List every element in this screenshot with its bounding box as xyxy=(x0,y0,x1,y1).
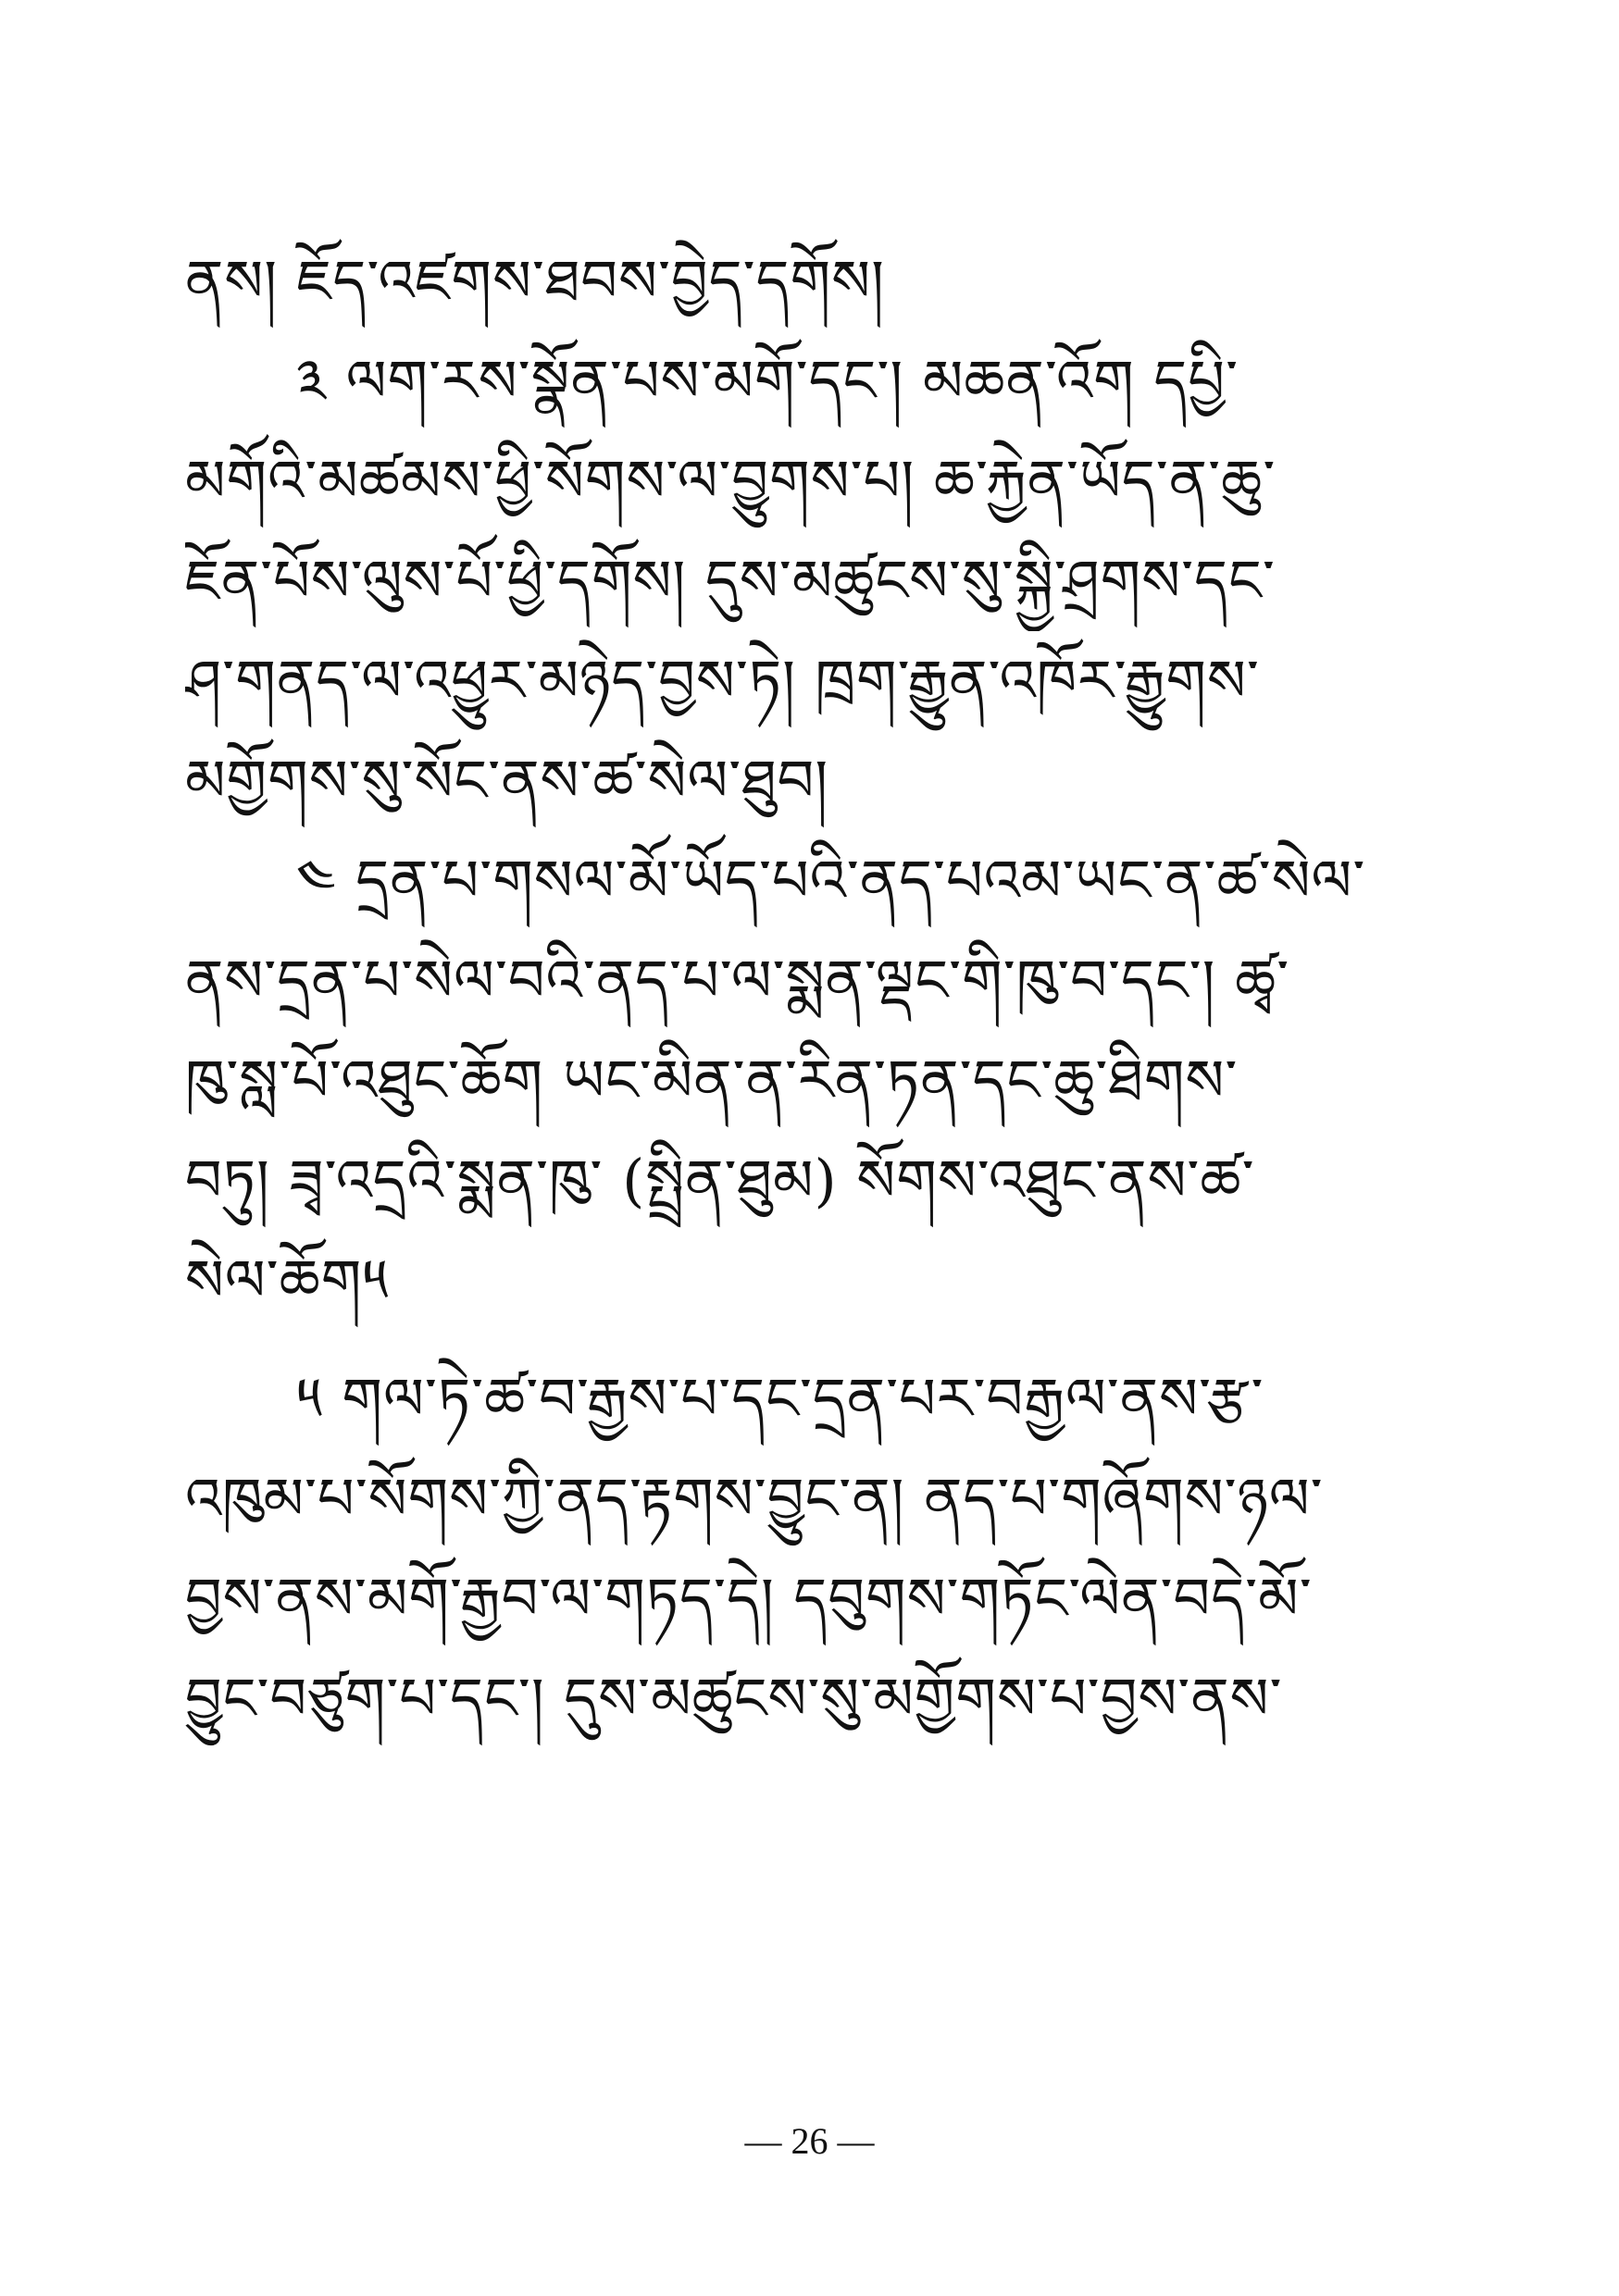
text-line: བཏུ། ཟྭ་འདྲའི་སྨན་ཁུ་ (སྤྲིན་ཐུམ) སོགས་འཐུང་ནས་ཚ་ xyxy=(185,1147,1255,1214)
paragraph-spacer xyxy=(185,1331,1435,1349)
text-line: བྱས་ནས་མགོ་རྒྱབ་ལ་གཏད་དེ། དབུགས་གཏོང་ལེན་བདེ་མོ་ xyxy=(185,1565,1313,1632)
text-line: འཁུམ་པ་སོགས་ཀྱི་ནད་རྟགས་བྱུང་ན། ནད་པ་གཞོགས་ཉལ་ xyxy=(185,1465,1324,1533)
text-line: ཇོན་པོས་ལུས་པོ་ཕྱི་དགོས། དུས་མཚུངས་སུ་སྐྱི་ཤྲགས་དང་ xyxy=(185,547,1276,614)
text-line: ནས། ཇོད་འཛགས་ཐབས་བྱེད་དགོས། xyxy=(185,247,885,315)
text-line: ཤ་གནད་ལ་འཕྱུར་མཉེད་བྱས་ཏེ། ཁྲག་རྒྱུན་འཁོར་རྒྱུགས་ xyxy=(185,647,1260,714)
text-line: མགོའི་མཚམས་ཕྱི་སོགས་ལ་བྱུགས་པ། ཆ་རྐྱེན་ཡོད་ན་ཆུ་ xyxy=(185,447,1277,515)
text-line: ༤ དྲན་པ་གསལ་མོ་ཡོད་པའི་ནད་པའམ་ཡང་ན་ཚ་སེལ་ xyxy=(296,847,1366,914)
body-text xyxy=(185,231,1435,1749)
text-line: སེལ་ཆོག༥ xyxy=(185,1247,390,1314)
text-line: ༥ གལ་ཏེ་ཚ་བ་རྒྱས་པ་དང་དྲན་པར་བརྒྱལ་ནས་རྩ་ xyxy=(296,1365,1264,1433)
text-line: བྱུང་བཙུག་པ་དང་། དུས་མཚུངས་སུ་མགྱོགས་པ་བྱས་ནས་ xyxy=(185,1665,1283,1732)
text-line: ཁུ་སླ་པོ་འཐུང་ཆོག ཡང་མིན་ན་རིན་ཏན་དང་ཆུ་ཐིགས་ xyxy=(185,1047,1239,1114)
text-line: མགྱོགས་སུ་སོང་ནས་ཚ་སེལ་ཐུབ། xyxy=(185,747,829,814)
page-number: — 26 — xyxy=(744,2120,875,2162)
text-line: ནས་དྲན་པ་སེལ་བའི་ནད་པ་ལ་སྨན་ལྡང་གི་ཁུ་བ་དང་། ཚྭ་ xyxy=(185,947,1290,1014)
text-line: ༣ ལག་རས་སྣོན་པས་མགོ་དང་། མཆན་འོག དཔྱི་ xyxy=(296,347,1239,415)
